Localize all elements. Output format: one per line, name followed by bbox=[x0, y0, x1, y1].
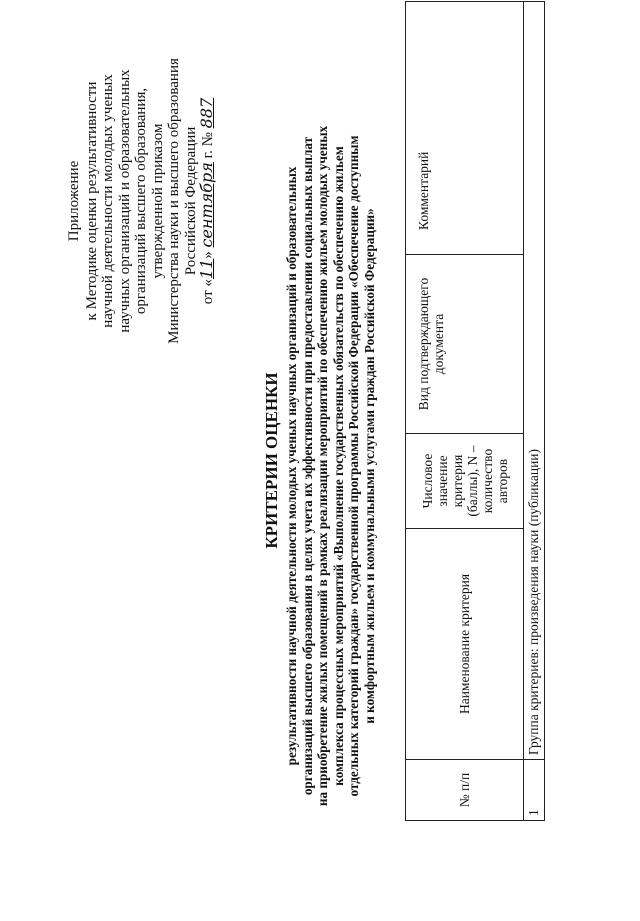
date-year: г. bbox=[200, 150, 216, 159]
criteria-table bbox=[405, 1, 545, 821]
approval-line: к Методике оценки результативности bbox=[83, 81, 100, 321]
approval-line: утвержденной приказом bbox=[149, 123, 166, 279]
approval-block bbox=[66, 41, 217, 361]
subtitle-line: организаций высшего образования в целях учета их эффективности при предоставлении социальных выплат bbox=[299, 136, 315, 796]
order-date-line bbox=[199, 41, 217, 361]
date-prefix: от « bbox=[200, 279, 216, 305]
header-number: № п/п bbox=[406, 760, 524, 821]
header-comment: Комментарий bbox=[406, 2, 524, 255]
header-document-type: Вид подтверждающего документа bbox=[406, 255, 524, 434]
handwritten-day: 11 bbox=[197, 258, 216, 280]
table-header-row bbox=[406, 2, 524, 821]
subtitle-line: отдельных категорий граждан» государственной программы Российской Федерации «Обеспечение доступным bbox=[346, 135, 362, 797]
approval-line: научной деятельности молодых ученых bbox=[100, 74, 116, 328]
subtitle-line: и комфортным жильем и коммунальными услугами граждан Российской Федерации» bbox=[361, 208, 377, 724]
approval-line: Министерства науки и высшего образования bbox=[166, 58, 182, 344]
group-title: Группа критериев: произведения науки (публикации) bbox=[524, 2, 545, 760]
header-criterion-value: Числовое значение критерия (баллы), N – количество авторов bbox=[406, 434, 524, 529]
group-number: 1 bbox=[524, 760, 545, 821]
subtitle-line: результативности научной деятельности молодых ученых научных организаций и образовательных bbox=[284, 166, 299, 766]
approval-line: организаций высшего образования, bbox=[133, 87, 149, 315]
approval-line: научных организаций и образовательных bbox=[116, 69, 133, 333]
date-mid: » bbox=[200, 247, 216, 259]
handwritten-number: 887 bbox=[197, 97, 216, 129]
appendix-heading: Приложение bbox=[66, 160, 82, 242]
header-criterion-name: Наименование критерия bbox=[406, 529, 524, 760]
handwritten-month: сентября bbox=[197, 162, 216, 248]
approval-line: Российской Федерации bbox=[182, 126, 199, 276]
number-label: № bbox=[200, 132, 216, 147]
document-title: КРИТЕРИИ ОЦЕНКИ bbox=[262, 372, 281, 549]
subtitle-line: комплекса процессных мероприятий «Выполнение государственных обязательств по обеспечению жильем bbox=[330, 146, 346, 786]
subtitle-line: на приобретение жилых помещений в рамках реализации мероприятий по обеспечению жильем молодых ученых bbox=[315, 125, 331, 807]
document-subtitle bbox=[284, 51, 378, 881]
table-row bbox=[524, 2, 545, 821]
